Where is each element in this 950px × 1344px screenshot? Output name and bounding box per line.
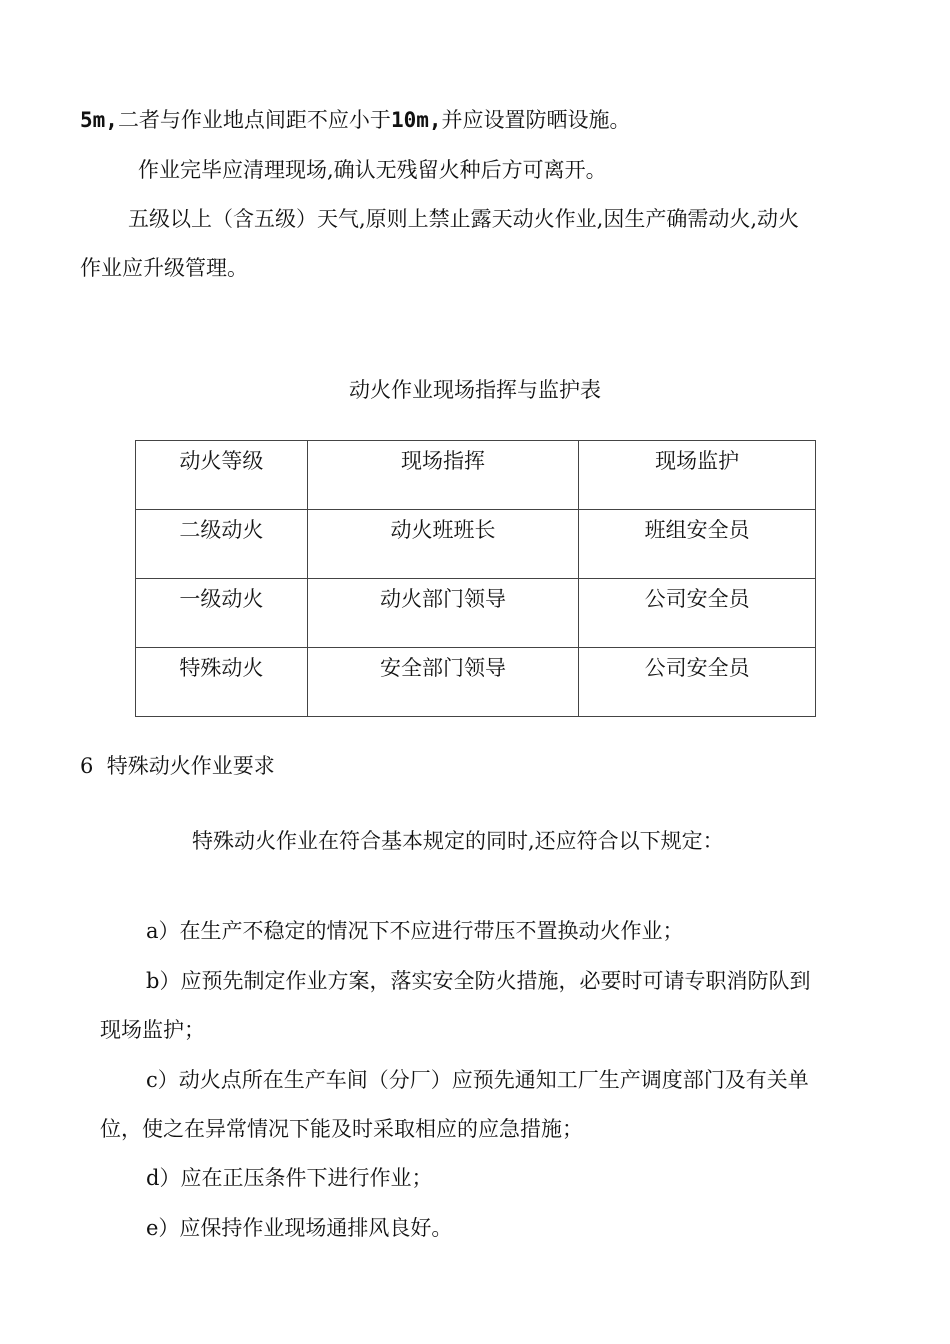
table-row	[136, 579, 816, 648]
paragraph-cleanup: 作业完毕应清理现场,确认无残留火种后方可离开。	[138, 158, 607, 182]
table-cell: 公司安全员	[579, 648, 816, 717]
supervision-table	[135, 440, 816, 717]
distance-text-a: 二者与作业地点间距不应小于	[117, 108, 391, 132]
list-item-c-line2: 位，使之在异常情况下能及时采取相应的应急措施；	[100, 1117, 583, 1141]
header-cell-level: 动火等级	[136, 441, 308, 510]
table-header-row	[136, 441, 816, 510]
header-cell-monitor: 现场监护	[579, 441, 816, 510]
paragraph-weather-line1: 五级以上（含五级）天气,原则上禁止露天动火作业,因生产确需动火,动火	[128, 207, 800, 231]
list-item-b-line1: b）应预先制定作业方案，落实安全防火措施，必要时可请专职消防队到	[146, 969, 811, 993]
table-cell: 一级动火	[136, 579, 308, 648]
section-intro: 特殊动火作业在符合基本规定的同时,还应符合以下规定：	[192, 829, 724, 853]
list-item-a: a）在生产不稳定的情况下不应进行带压不置换动火作业；	[146, 919, 684, 943]
table-row	[136, 648, 816, 717]
table-cell: 二级动火	[136, 510, 308, 579]
section-heading: 6 特殊动火作业要求	[80, 754, 275, 778]
table-cell: 特殊动火	[136, 648, 308, 717]
list-item-b-line2: 现场监护；	[100, 1018, 205, 1042]
table-row	[136, 510, 816, 579]
paragraph-distance-requirement	[80, 106, 631, 134]
list-item-e: e）应保持作业现场通排风良好。	[146, 1216, 453, 1240]
table-cell: 动火部门领导	[307, 579, 579, 648]
header-cell-command: 现场指挥	[307, 441, 579, 510]
table-cell: 班组安全员	[579, 510, 816, 579]
list-item-c-line1: c）动火点所在生产车间（分厂）应预先通知工厂生产调度部门及有关单	[146, 1068, 809, 1092]
table-cell: 动火班班长	[307, 510, 579, 579]
table-cell: 公司安全员	[579, 579, 816, 648]
distance-text-b: 并应设置防晒设施。	[441, 108, 631, 132]
distance-value-10m: 10m,	[390, 108, 442, 132]
list-item-d: d）应在正压条件下进行作业；	[146, 1166, 433, 1190]
table-caption: 动火作业现场指挥与监护表	[349, 378, 601, 402]
distance-value-5m: 5m,	[80, 108, 118, 132]
paragraph-weather-line2: 作业应升级管理。	[80, 256, 248, 280]
table-cell: 安全部门领导	[307, 648, 579, 717]
